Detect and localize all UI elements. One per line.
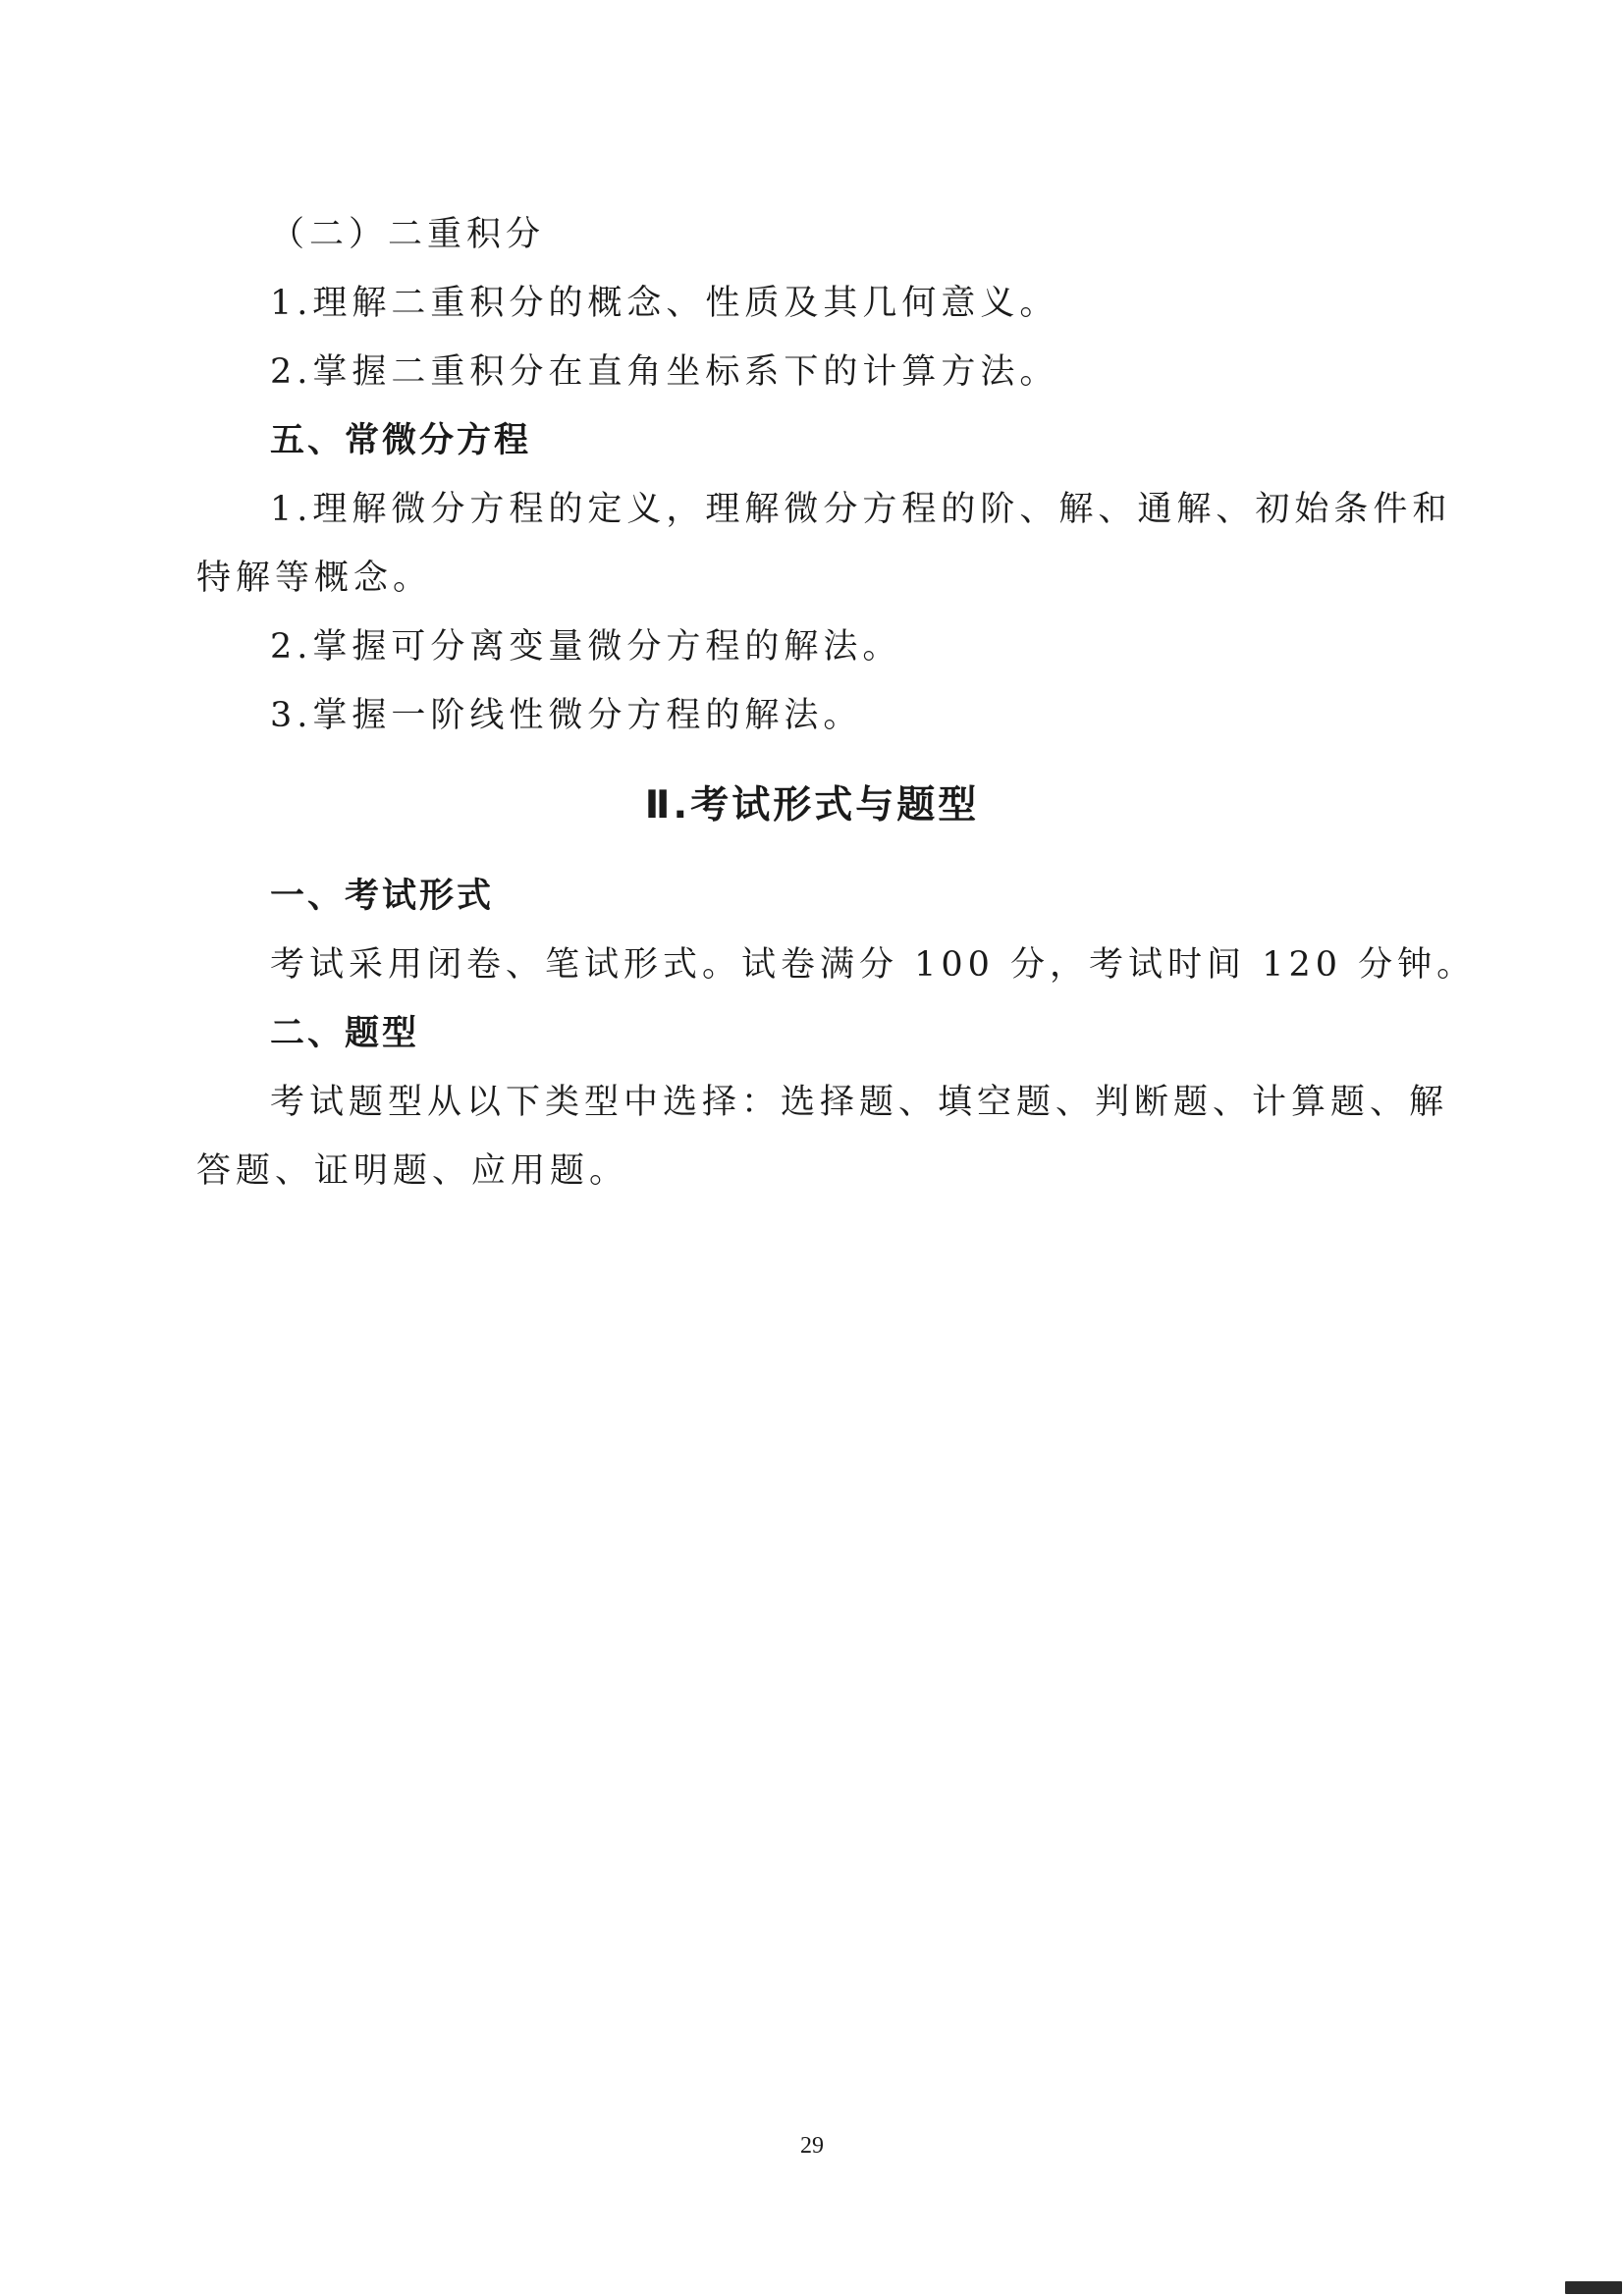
list-item: 1.理解微分方程的定义，理解微分方程的阶、解、通解、初始条件和 (270, 490, 1452, 529)
section-heading-ode: 五、常微分方程 (270, 421, 532, 460)
heading-question-types: 二、题型 (270, 1014, 420, 1053)
list-item: 2.掌握可分离变量微分方程的解法。 (270, 627, 902, 667)
list-item: 3.掌握一阶线性微分方程的解法。 (270, 696, 863, 735)
corner-watermark (1565, 2281, 1622, 2294)
section-title-exam-format: Ⅱ.考试形式与题型 (644, 783, 980, 828)
paragraph-exam-form: 考试采用闭卷、笔试形式。试卷满分 100 分，考试时间 120 分钟。 (270, 945, 1477, 985)
subsection-heading-double-integral: （二）二重积分 (270, 215, 546, 254)
list-item-continuation: 特解等概念。 (196, 559, 433, 598)
list-item: 2.掌握二重积分在直角坐标系下的计算方法。 (270, 352, 1059, 392)
paragraph-question-types: 考试题型从以下类型中选择：选择题、填空题、判断题、计算题、解 (270, 1083, 1449, 1122)
list-item: 1.理解二重积分的概念、性质及其几何意义。 (270, 284, 1059, 323)
paragraph-question-types-continuation: 答题、证明题、应用题。 (196, 1151, 629, 1191)
heading-exam-form: 一、考试形式 (270, 877, 495, 916)
page-number: 29 (800, 2133, 824, 2159)
